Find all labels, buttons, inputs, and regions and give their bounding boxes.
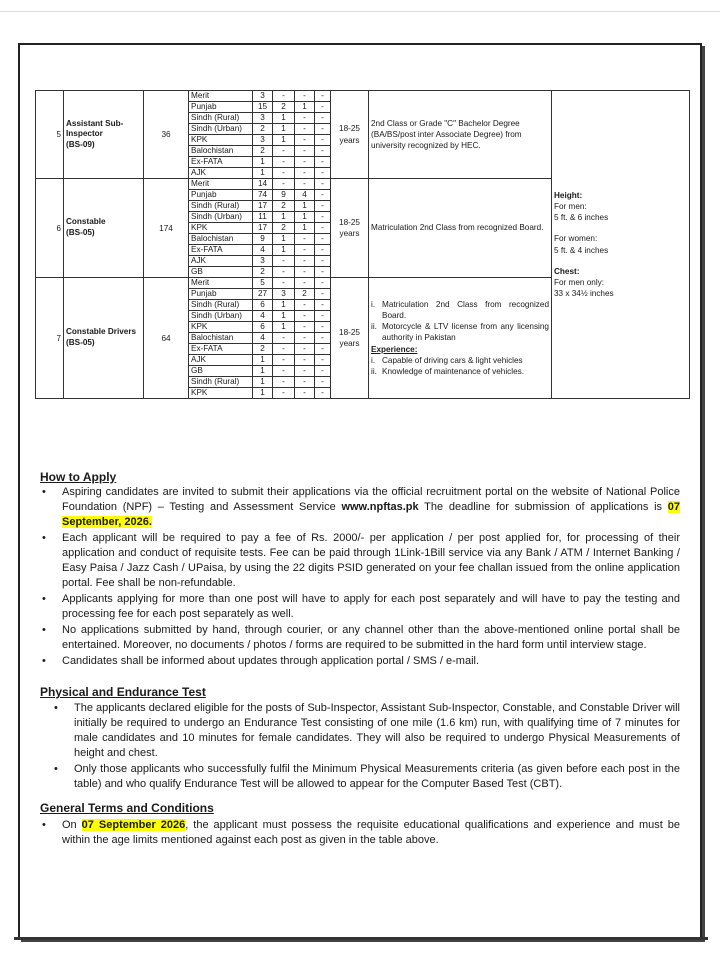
quota-value: 3 — [253, 91, 273, 102]
experience-item — [371, 355, 549, 366]
quota-value: - — [315, 113, 331, 124]
quota-value: 1 — [253, 377, 273, 388]
quota-value: - — [273, 344, 295, 355]
age-range: 18-25 — [339, 327, 360, 337]
quota-province: Punjab — [189, 102, 253, 113]
men-height: 5 ft. & 6 inches — [554, 213, 609, 223]
quota-value: - — [315, 157, 331, 168]
quota-value: 6 — [253, 300, 273, 311]
quota-value: - — [315, 212, 331, 223]
quota-province: GB — [189, 366, 253, 377]
quota-value: 4 — [253, 333, 273, 344]
quota-value: 1 — [273, 311, 295, 322]
post-total: 64 — [144, 278, 189, 399]
chest-value: 33 x 34½ inches — [554, 288, 614, 298]
quota-value: - — [295, 179, 315, 190]
item-number: i. — [371, 355, 376, 365]
quota-province: Punjab — [189, 190, 253, 201]
quota-value: - — [295, 135, 315, 146]
quota-province: KPK — [189, 223, 253, 234]
quota-value: 1 — [295, 223, 315, 234]
quota-value: - — [315, 311, 331, 322]
quota-province: Balochistan — [189, 146, 253, 157]
quota-value: - — [315, 377, 331, 388]
quota-value: 6 — [253, 322, 273, 333]
list-item: • No applications submitted by hand, through courier, or any channel other than the above-mentioned online portal shall be entertained. Moreover, no documents / photos / forms are required to be submitted in the hard form until interview stage. — [40, 623, 680, 653]
quota-province: Merit — [189, 91, 253, 102]
quota-value: - — [295, 168, 315, 179]
quota-value: 14 — [253, 179, 273, 190]
age-unit: years — [339, 135, 360, 145]
quota-value: 2 — [253, 344, 273, 355]
post-number: 6 — [36, 179, 64, 278]
qualification — [369, 278, 552, 399]
quota-value: 1 — [253, 157, 273, 168]
item-text: Motorcycle & LTV license from any licensing authority in Pakistan — [382, 322, 549, 343]
quota-value: - — [315, 234, 331, 245]
physical-requirements — [552, 91, 690, 399]
qualification: Matriculation 2nd Class from recognized Board. — [369, 179, 552, 278]
item-number: i. — [371, 300, 376, 310]
quota-value: 1 — [253, 168, 273, 179]
item-text: Capable of driving cars & light vehicles — [382, 355, 523, 365]
quota-value: 1 — [273, 322, 295, 333]
quota-value: - — [273, 377, 295, 388]
men-label: For men: — [554, 202, 587, 212]
quota-value: - — [273, 256, 295, 267]
quota-value: 3 — [253, 256, 273, 267]
quota-value: - — [315, 102, 331, 113]
post-number: 7 — [36, 278, 64, 399]
quota-value: 2 — [253, 267, 273, 278]
women-label: For women: — [554, 234, 598, 244]
quota-province: Merit — [189, 179, 253, 190]
terms-list — [40, 818, 680, 849]
quota-value: 2 — [273, 201, 295, 212]
quota-value: - — [295, 234, 315, 245]
quota-value: - — [295, 388, 315, 399]
quota-value: 1 — [273, 300, 295, 311]
quota-province: Sindh (Urban) — [189, 212, 253, 223]
quota-value: - — [295, 267, 315, 278]
quota-value: - — [315, 322, 331, 333]
quota-value: - — [295, 355, 315, 366]
quota-value: 2 — [295, 289, 315, 300]
website-link[interactable]: www.npftas.pk — [341, 501, 419, 513]
quota-value: - — [295, 113, 315, 124]
quota-value: 1 — [253, 388, 273, 399]
age-limit — [331, 278, 369, 399]
quota-value: 2 — [253, 146, 273, 157]
quota-value: - — [295, 344, 315, 355]
quota-value: 1 — [295, 201, 315, 212]
quota-province: Sindh (Rural) — [189, 201, 253, 212]
quota-value: - — [295, 146, 315, 157]
quota-value: 15 — [253, 102, 273, 113]
quota-value: 27 — [253, 289, 273, 300]
quota-value: - — [315, 124, 331, 135]
post-name — [64, 91, 144, 179]
quota-value: 1 — [273, 234, 295, 245]
post-name — [64, 179, 144, 278]
quota-value: - — [295, 278, 315, 289]
quota-value: 3 — [253, 135, 273, 146]
post-scale: (BS-09) — [66, 139, 95, 149]
age-range: 18-25 — [339, 124, 360, 134]
quota-value: 4 — [253, 311, 273, 322]
list-item: • On 07 September 2026, the applicant must possess the requisite educational qualifications and experience and must be within the age limits mentioned against each post as given in the table above. — [40, 818, 680, 848]
quota-value: - — [273, 355, 295, 366]
quota-province: Balochistan — [189, 333, 253, 344]
quota-value: - — [295, 157, 315, 168]
eligibility-date: 07 September 2026 — [81, 819, 186, 831]
quota-value: 1 — [273, 245, 295, 256]
quota-value: - — [315, 146, 331, 157]
quota-value: - — [315, 388, 331, 399]
quota-value: - — [315, 190, 331, 201]
quota-value: - — [273, 146, 295, 157]
quota-value: - — [315, 179, 331, 190]
quota-value: 3 — [273, 289, 295, 300]
quota-province: Ex-FATA — [189, 245, 253, 256]
quota-value: - — [295, 124, 315, 135]
quota-value: - — [273, 157, 295, 168]
deadline-date: 07 September, 2026. — [62, 501, 680, 528]
table-row — [36, 91, 690, 102]
quota-value: - — [315, 278, 331, 289]
quota-province: KPK — [189, 388, 253, 399]
quota-province: AJK — [189, 355, 253, 366]
quota-province: Ex-FATA — [189, 157, 253, 168]
experience-item — [371, 366, 549, 377]
quota-province: Ex-FATA — [189, 344, 253, 355]
quota-value: - — [295, 256, 315, 267]
physical-test-list — [40, 701, 680, 793]
quota-province: Sindh (Urban) — [189, 124, 253, 135]
quota-value: 4 — [295, 190, 315, 201]
height-heading: Height: — [554, 191, 583, 201]
quota-province: AJK — [189, 168, 253, 179]
list-item: • Each applicant will be required to pay a fee of Rs. 2000/- per application / per post applied for, for processing of their application and conduct of requisite tests. Fee can be paid through 1Link-1Bill service via any Bank / ATM / Internet Banking / Easy Paisa / Jazz Cash / UPaisa, by using the 22 digits PSID generated on your fee challan issued from the online application portal. Fee shall be non-refundable. — [40, 531, 680, 591]
quota-value: 1 — [295, 212, 315, 223]
quota-value: - — [315, 223, 331, 234]
quota-value: - — [295, 322, 315, 333]
quota-province: Sindh (Rural) — [189, 300, 253, 311]
quota-value: 17 — [253, 223, 273, 234]
quota-value: - — [273, 366, 295, 377]
quota-value: - — [273, 179, 295, 190]
quota-value: - — [315, 267, 331, 278]
quota-province: Sindh (Rural) — [189, 113, 253, 124]
quota-value: 17 — [253, 201, 273, 212]
post-number: 5 — [36, 91, 64, 179]
quota-value: - — [273, 388, 295, 399]
how-to-apply-heading: How to Apply — [40, 470, 117, 484]
qualification-item — [371, 299, 549, 321]
quota-value: 1 — [273, 212, 295, 223]
list-item: • The applicants declared eligible for the posts of Sub-Inspector, Assistant Sub-Inspector, Constable, and Constable Driver will initially be required to undergo an Endurance Test consisting of one mile (1.6 km) run, with qualifying time of 7 minutes for male candidates and 10 minutes for female candidates. They will also be required to undergo Physical Measurements of height and chest. — [40, 701, 680, 761]
quota-value: 1 — [253, 355, 273, 366]
quota-province: Balochistan — [189, 234, 253, 245]
quota-value: - — [315, 289, 331, 300]
list-item: • Only those applicants who successfully fulfil the Minimum Physical Measurements criteria (as given before each post in the table) and who qualify Endurance Test will be allowed to appear for the Computer Based Test (CBT). — [40, 762, 680, 792]
quota-value: 2 — [253, 124, 273, 135]
quota-value: - — [315, 366, 331, 377]
quota-value: - — [273, 168, 295, 179]
quota-value: - — [315, 300, 331, 311]
quota-value: 4 — [253, 245, 273, 256]
age-range: 18-25 — [339, 217, 360, 227]
quota-province: GB — [189, 267, 253, 278]
quota-value: 2 — [273, 223, 295, 234]
terms-heading: General Terms and Conditions — [40, 801, 214, 815]
item-text: Knowledge of maintenance of vehicles. — [382, 366, 525, 376]
quota-value: 9 — [273, 190, 295, 201]
quota-value: 74 — [253, 190, 273, 201]
how-to-apply-list — [40, 485, 680, 670]
quota-value: - — [315, 91, 331, 102]
quota-value: 1 — [273, 124, 295, 135]
list-item: • Candidates shall be informed about updates through application portal / SMS / e-mail. — [40, 654, 680, 669]
age-unit: years — [339, 339, 360, 348]
physical-test-heading: Physical and Endurance Test — [40, 685, 206, 699]
item-number: ii. — [371, 366, 377, 376]
item-number: ii. — [371, 322, 377, 332]
quota-value: 1 — [253, 366, 273, 377]
quota-value: - — [315, 135, 331, 146]
quota-value: 11 — [253, 212, 273, 223]
list-item: • Applicants applying for more than one post will have to apply for each post separately and will have to pay the testing and processing fee for each post separately as well. — [40, 592, 680, 622]
quota-value: - — [295, 91, 315, 102]
quota-value: - — [295, 311, 315, 322]
quota-value: - — [295, 377, 315, 388]
qualification-item — [371, 321, 549, 343]
quota-value: - — [295, 300, 315, 311]
quota-value: 1 — [273, 113, 295, 124]
quota-province: KPK — [189, 135, 253, 146]
quota-value: 9 — [253, 234, 273, 245]
quota-value: - — [273, 278, 295, 289]
women-height: 5 ft. & 4 inches — [554, 245, 609, 255]
age-limit — [331, 179, 369, 278]
post-scale: (BS-05) — [66, 338, 95, 347]
chest-label: For men only: — [554, 277, 605, 287]
quota-province: KPK — [189, 322, 253, 333]
quota-value: - — [315, 168, 331, 179]
age-unit: years — [339, 229, 360, 238]
quota-province: Merit — [189, 278, 253, 289]
quota-value: - — [315, 256, 331, 267]
post-title: Assistant Sub-Inspector — [66, 118, 124, 139]
bottom-border — [14, 937, 708, 940]
post-total: 174 — [144, 179, 189, 278]
posts-table — [35, 90, 690, 399]
item-text: Matriculation 2nd Class from recognized Board. — [382, 300, 549, 321]
post-title: Constable — [66, 217, 106, 227]
quota-province: AJK — [189, 256, 253, 267]
quota-value: - — [315, 201, 331, 212]
quota-value: 1 — [295, 102, 315, 113]
experience-heading: Experience: — [371, 344, 418, 354]
qualification: 2nd Class or Grade "C" Bachelor Degree (BA/BS/post inter Associate Degree) from university recognized by HEC. — [369, 91, 552, 179]
quota-value: 2 — [273, 102, 295, 113]
age-limit — [331, 91, 369, 179]
top-divider — [0, 11, 720, 12]
quota-value: - — [295, 333, 315, 344]
quota-value: 3 — [253, 113, 273, 124]
post-scale: (BS-05) — [66, 228, 95, 237]
quota-province: Sindh (Urban) — [189, 311, 253, 322]
quota-value: - — [295, 245, 315, 256]
quota-value: - — [295, 366, 315, 377]
quota-province: Sindh (Rural) — [189, 377, 253, 388]
post-title: Constable Drivers — [66, 327, 137, 337]
quota-value: - — [315, 245, 331, 256]
quota-value: - — [315, 344, 331, 355]
post-name — [64, 278, 144, 399]
chest-heading: Chest: — [554, 266, 580, 276]
document-page — [18, 43, 702, 939]
quota-value: 5 — [253, 278, 273, 289]
quota-province: Punjab — [189, 289, 253, 300]
list-item: • Aspiring candidates are invited to submit their applications via the official recruitment portal on the website of National Police Foundation (NPF) – Testing and Assessment Service www.npftas.pk The deadline for submission of applications is 07 September, 2026. — [40, 485, 680, 530]
post-total: 36 — [144, 91, 189, 179]
quota-value: - — [315, 355, 331, 366]
quota-value: - — [273, 333, 295, 344]
quota-value: - — [315, 333, 331, 344]
quota-value: 1 — [273, 135, 295, 146]
quota-value: - — [273, 91, 295, 102]
quota-value: - — [273, 267, 295, 278]
